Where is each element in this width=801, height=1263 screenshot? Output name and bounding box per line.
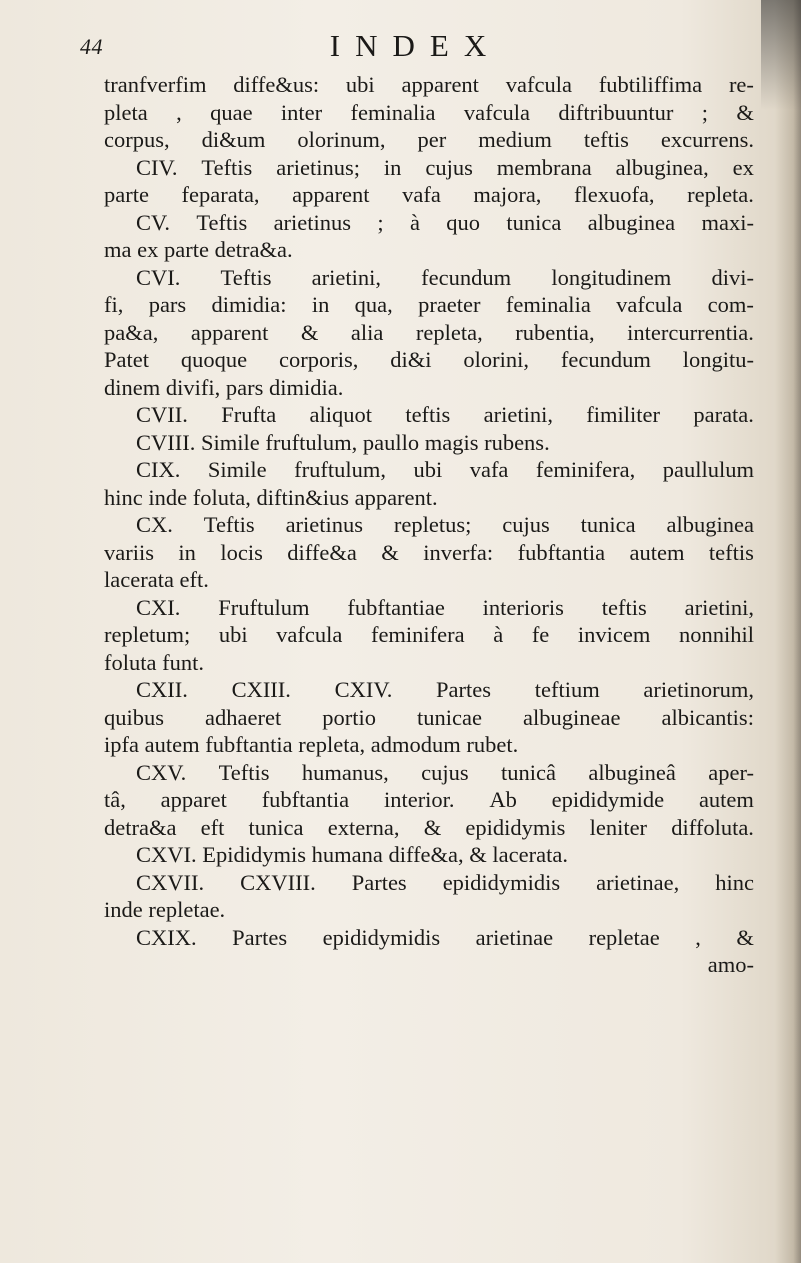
index-word: CXIII. <box>231 677 291 702</box>
index-line <box>104 71 754 99</box>
index-word: arietinus <box>285 512 364 537</box>
index-line <box>104 924 754 952</box>
index-word: albugineâ <box>588 759 676 785</box>
index-word: CVII. <box>136 402 188 427</box>
index-line-text: hinc inde foluta, diftin&ius apparent. <box>104 484 438 510</box>
index-word: parata. <box>693 402 754 427</box>
index-line <box>104 429 754 457</box>
index-word: albuginea, <box>615 154 709 180</box>
index-word: di&i <box>390 347 432 372</box>
index-word: dimidia: <box>211 292 287 317</box>
index-line <box>104 731 754 759</box>
index-line <box>104 236 754 264</box>
index-word: arietini, <box>684 594 754 620</box>
index-word: olorini, <box>463 347 529 372</box>
index-word: ubi <box>345 72 375 97</box>
index-line <box>104 649 754 677</box>
index-word: apparent <box>190 319 269 345</box>
index-word: tunicae <box>417 704 482 730</box>
index-word: Fruftulum <box>218 594 310 620</box>
index-line <box>104 814 754 842</box>
index-word: per <box>417 127 447 152</box>
index-word: CXI. <box>136 594 181 620</box>
index-word: in <box>311 292 330 317</box>
page-number: 44 <box>80 34 103 59</box>
index-word: CIV. <box>136 154 178 180</box>
index-word: quoque <box>180 347 248 372</box>
index-line <box>104 484 754 512</box>
index-word: medium <box>478 127 552 152</box>
index-word: diffe&us: <box>233 72 320 97</box>
index-word: longitu- <box>682 347 754 372</box>
index-line <box>104 291 754 319</box>
index-word: vafcula <box>616 292 683 317</box>
index-word: eft <box>200 814 225 840</box>
index-word: rubentia, <box>515 319 595 345</box>
index-word: Teftis <box>203 512 255 537</box>
index-line <box>104 346 754 374</box>
index-word: repletae <box>588 924 660 950</box>
index-word: cujus <box>425 154 473 180</box>
index-word: diftribuuntur <box>558 99 674 125</box>
index-word: feminifera, <box>535 457 636 482</box>
index-word: fi, <box>104 292 124 317</box>
index-word: paullulum <box>662 457 754 482</box>
index-word: intercurrentia. <box>627 319 754 345</box>
index-word: tranfverfim <box>104 72 207 97</box>
index-word: tunica <box>248 814 304 840</box>
index-word: vafcula <box>463 99 531 125</box>
index-word: Teftis <box>201 154 253 180</box>
index-line <box>104 401 754 429</box>
index-word: vafa <box>469 457 509 482</box>
index-word: maxi- <box>701 209 754 235</box>
index-word: à <box>409 209 420 235</box>
index-word: Teftis <box>220 264 272 290</box>
index-word: membrana <box>496 154 592 180</box>
index-word: teftium <box>534 677 600 702</box>
index-word: Teftis <box>196 209 248 235</box>
index-word: interioris <box>482 594 564 620</box>
index-word: albuginea <box>666 512 754 537</box>
index-word: invicem <box>577 622 651 647</box>
index-line-text: CVIII. Simile fruftulum, paullo magis rubens. <box>136 429 550 455</box>
index-word: arietinae, <box>596 869 680 895</box>
index-word: epididymidis <box>322 924 441 950</box>
index-word: pars <box>148 292 187 317</box>
index-line <box>104 786 754 814</box>
index-word: diffoluta. <box>671 814 754 840</box>
index-line <box>104 676 754 704</box>
index-line <box>104 264 754 292</box>
index-word: vafcula <box>505 72 572 97</box>
index-word: diffe&a <box>287 539 357 565</box>
index-line <box>104 126 754 154</box>
index-word: CXV. <box>136 759 187 785</box>
index-word: fecundum <box>421 264 512 290</box>
index-word: fubtiliffima <box>598 72 703 97</box>
index-word: Ab <box>489 787 517 812</box>
index-word: epididymide <box>551 787 665 812</box>
index-word: tunicâ <box>501 759 557 785</box>
index-line-text: foluta funt. <box>104 649 204 675</box>
index-line <box>104 759 754 787</box>
index-word: in <box>178 539 196 565</box>
index-word: CXVII. <box>136 869 205 895</box>
index-word: interior. <box>383 787 455 812</box>
index-word: divi- <box>711 264 754 290</box>
index-word: detra&a <box>104 814 177 840</box>
index-word: & <box>300 319 319 345</box>
index-line <box>104 374 754 402</box>
index-word: Partes <box>436 677 492 702</box>
index-word: repleta, <box>415 319 483 345</box>
index-word: CXII. <box>136 677 188 702</box>
index-line-text: lacerata eft. <box>104 567 209 592</box>
index-line <box>104 621 754 649</box>
index-word: arietinorum, <box>643 677 754 702</box>
page-edge-shadow <box>775 0 801 1263</box>
index-word: repleta. <box>687 182 754 207</box>
index-word: epididymis <box>465 814 566 840</box>
index-line <box>104 566 754 594</box>
index-line <box>104 209 754 237</box>
index-word: fubftantia <box>261 787 350 812</box>
index-word: in <box>383 154 402 180</box>
index-word: , <box>176 99 182 125</box>
index-word: CXIV. <box>334 677 393 702</box>
index-word: ubi <box>413 457 443 482</box>
index-word: & <box>736 99 754 125</box>
index-word: portio <box>322 704 376 730</box>
index-word: apparent <box>292 182 370 207</box>
index-word: qua, <box>354 292 393 317</box>
index-line <box>104 841 754 869</box>
index-line-text: inde repletae. <box>104 897 226 922</box>
index-word: albugineae <box>523 704 621 730</box>
index-word: longitudinem <box>551 264 672 290</box>
index-line <box>104 594 754 622</box>
index-word: teftis <box>601 594 647 620</box>
index-word: vafcula <box>276 622 343 647</box>
index-word: re- <box>728 72 754 97</box>
index-word: repletus; <box>393 512 472 537</box>
index-word: CVI. <box>136 264 181 290</box>
index-line <box>104 319 754 347</box>
index-word: , <box>695 924 701 950</box>
index-word: olorinum, <box>297 127 386 152</box>
index-word: di&um <box>201 127 266 152</box>
index-word: com- <box>707 292 754 317</box>
index-line-text: dinem divifi, pars dimidia. <box>104 374 344 400</box>
index-word: & <box>423 814 442 840</box>
index-word: alia <box>350 319 384 345</box>
index-word: tunica <box>506 209 562 235</box>
index-line <box>104 181 754 209</box>
index-line <box>104 951 754 979</box>
index-word: CXVIII. <box>240 869 316 895</box>
index-word: vafa <box>402 182 441 207</box>
index-word: Patet <box>104 347 149 372</box>
index-word: fubftantiae <box>347 594 445 620</box>
index-word: CX. <box>136 512 173 537</box>
index-line <box>104 704 754 732</box>
index-word: externa, <box>327 814 400 840</box>
index-line <box>104 896 754 924</box>
index-word: aper- <box>708 759 754 785</box>
index-word: Partes <box>232 924 288 950</box>
index-word: apparent <box>401 72 479 97</box>
index-word: tunica <box>580 512 636 537</box>
index-line <box>104 154 754 182</box>
index-word: CV. <box>136 209 170 235</box>
index-word: quibus <box>104 704 165 730</box>
index-word: Partes <box>351 869 407 895</box>
index-word: ; <box>701 99 709 125</box>
index-word: inter <box>280 99 323 125</box>
index-word: repletum; <box>104 622 191 647</box>
index-word: arietini, <box>483 402 553 427</box>
index-word: fe <box>531 622 550 647</box>
index-line-text: CXVI. Epididymis humana diffe&a, & lacerata. <box>136 842 568 867</box>
index-word: adhaeret <box>205 704 282 730</box>
index-word: Frufta <box>221 402 277 427</box>
index-word: feminifera <box>370 622 465 647</box>
index-word: ex <box>732 154 754 180</box>
index-word: apparet <box>160 787 227 812</box>
index-word: humanus, <box>301 759 389 785</box>
index-word: fimiliter <box>586 402 661 427</box>
index-word: arietinae <box>475 924 554 950</box>
index-line <box>104 869 754 897</box>
index-word: Teftis <box>218 759 270 785</box>
index-line-text: ipfa autem fubftantia repleta, admodum rubet. <box>104 732 519 757</box>
index-word: nonnihil <box>678 622 754 647</box>
index-word: locis <box>220 539 263 565</box>
index-word: ; <box>377 209 384 235</box>
index-word: arietinus; <box>276 154 360 180</box>
index-word: leniter <box>589 814 648 840</box>
index-word: albicantis: <box>661 704 754 730</box>
index-word: quo <box>446 209 481 235</box>
index-word: pa&a, <box>104 319 159 345</box>
index-word: aliquot <box>309 402 372 427</box>
index-word: feminalia <box>505 292 591 317</box>
index-line-text: amo- <box>707 952 754 977</box>
index-word: feparata, <box>181 182 260 207</box>
index-line <box>104 511 754 539</box>
index-word: parte <box>104 182 149 207</box>
index-text-block <box>104 71 754 979</box>
index-word: praeter <box>418 292 481 317</box>
index-word: autem <box>629 539 685 565</box>
index-line <box>104 99 754 127</box>
index-word: arietinus <box>273 209 352 235</box>
index-word: Simile <box>207 457 267 482</box>
index-word: variis <box>104 539 154 565</box>
index-word: CIX. <box>136 457 181 482</box>
index-word: teftis <box>708 539 754 565</box>
index-word: cujus <box>421 759 469 785</box>
index-word: flexuofa, <box>573 182 655 207</box>
index-word: epididymidis <box>442 869 561 895</box>
index-word: inverfa: <box>423 539 494 565</box>
index-word: fubftantia <box>517 539 606 565</box>
index-line-text: ma ex parte detra&a. <box>104 237 293 262</box>
index-word: teftis <box>405 402 451 427</box>
index-word: & <box>381 539 399 565</box>
index-line <box>104 539 754 567</box>
index-line <box>104 456 754 484</box>
index-word: corpus, <box>104 127 170 152</box>
index-word: arietini, <box>311 264 381 290</box>
index-word: feminalia <box>350 99 436 125</box>
running-head: INDEX <box>329 28 502 63</box>
index-word: pleta <box>104 99 148 125</box>
index-word: & <box>736 924 754 950</box>
index-word: corporis, <box>279 347 359 372</box>
index-word: fruftulum, <box>294 457 386 482</box>
index-word: fecundum <box>560 347 651 372</box>
index-word: albuginea <box>587 209 676 235</box>
index-word: majora, <box>473 182 542 207</box>
index-word: tâ, <box>104 787 126 812</box>
index-word: CXIX. <box>136 924 197 950</box>
index-word: excurrens. <box>660 127 754 152</box>
index-word: cujus <box>502 512 550 537</box>
index-word: à <box>493 622 504 647</box>
index-word: ubi <box>218 622 248 647</box>
index-word: quae <box>210 99 253 125</box>
index-word: autem <box>698 787 754 812</box>
index-word: teftis <box>583 127 629 152</box>
index-word: hinc <box>715 869 754 895</box>
